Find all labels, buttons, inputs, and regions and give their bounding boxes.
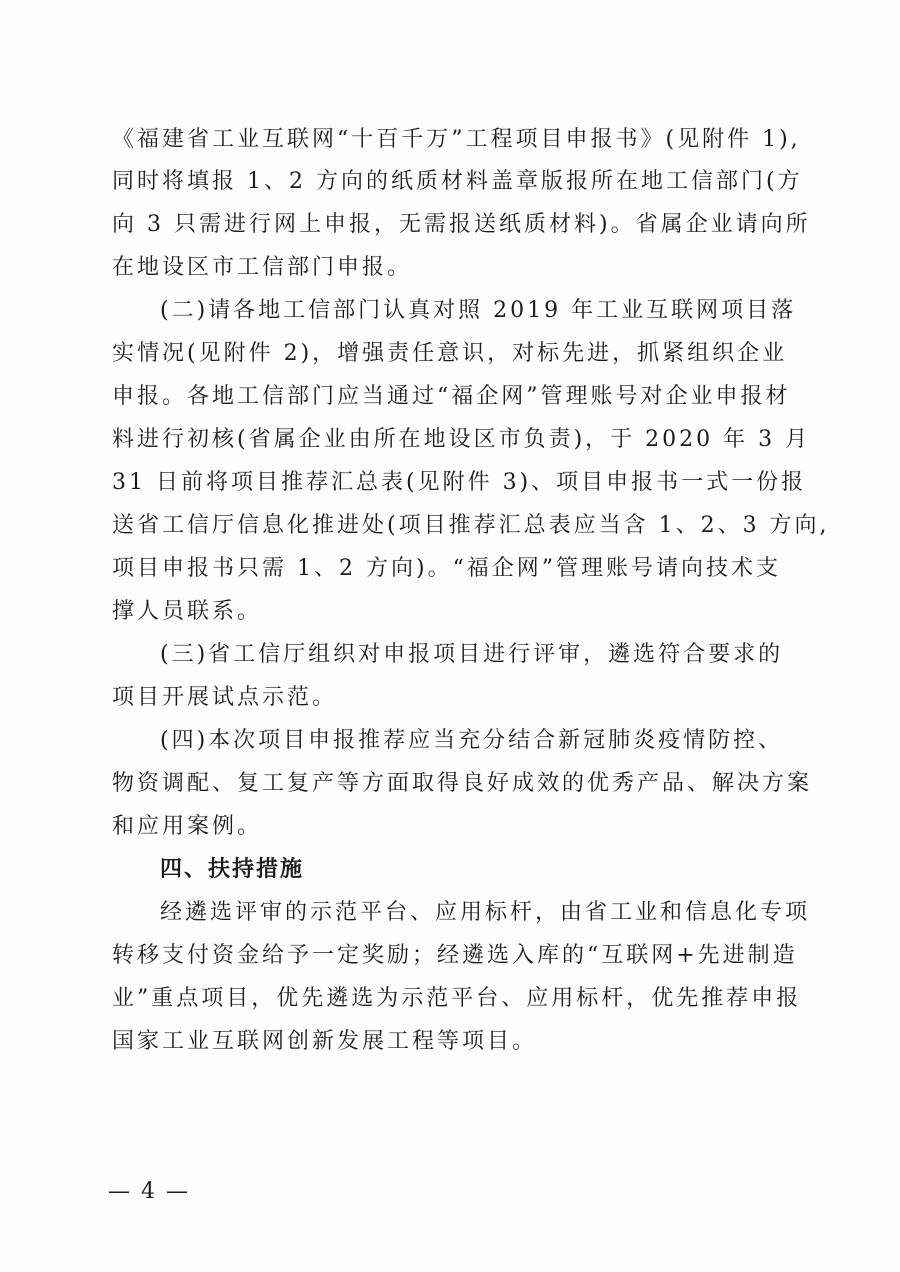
section-heading: 四、扶持措施: [160, 857, 305, 882]
paragraph-line: 在地设区市工信部门申报。: [112, 255, 413, 280]
paragraph-line: (三)省工信厅组织对申报项目进行评审，遴选符合要求的: [160, 642, 784, 667]
paragraph-line: 实情况(见附件 2)，增强责任意识，对标先进，抓紧组织企业: [112, 341, 788, 366]
paragraph-line: 送省工信厅信息化推进处(项目推荐汇总表应当含 1、2、3 方向,: [112, 513, 830, 538]
paragraph-line: 项目申报书只需 1、2 方向)。“福企网”管理账号请向技术支: [112, 556, 782, 581]
paragraph-line: (二)请各地工信部门认真对照 2019 年工业互联网项目落: [160, 298, 797, 323]
paragraph-line: 和应用案例。: [112, 814, 263, 839]
paragraph-line: 《福建省工业互联网“十百千万”工程项目申报书》(见附件 1),: [112, 127, 801, 152]
page-number: — 4 —: [108, 1179, 190, 1204]
paragraph-line: 项目开展试点示范。: [112, 685, 338, 710]
paragraph-line: 同时将填报 1、2 方向的纸质材料盖章版报所在地工信部门(方: [112, 169, 803, 194]
paragraph-line: 撑人员联系。: [112, 599, 263, 624]
paragraph-line: 向 3 只需进行网上申报，无需报送纸质材料)。省属企业请向所: [112, 212, 811, 237]
paragraph-line: 经遴选评审的示范平台、应用标杆，由省工业和信息化专项: [160, 900, 811, 925]
paragraph-line: 申报。各地工信部门应当通过“福企网”管理账号对企业申报材: [112, 384, 791, 409]
paragraph-line: 国家工业互联网创新发展工程等项目。: [112, 1029, 538, 1054]
paragraph-line: 物资调配、复工复产等方面取得良好成效的优秀产品、解决方案: [112, 771, 813, 796]
paragraph-line: 业”重点项目，优先遴选为示范平台、应用标杆，优先推荐申报: [112, 986, 802, 1011]
paragraph-line: 转移支付资金给予一定奖励；经遴选入库的“互联网+先进制造: [112, 943, 798, 968]
paragraph-line: 料进行初核(省属企业由所在地设区市负责)，于 2020 年 3 月: [112, 427, 811, 452]
paragraph-line: 31 日前将项目推荐汇总表(见附件 3)、项目申报书一式一份报: [112, 470, 807, 495]
paragraph-line: (四)本次项目申报推荐应当充分结合新冠肺炎疫情防控、: [160, 728, 784, 753]
